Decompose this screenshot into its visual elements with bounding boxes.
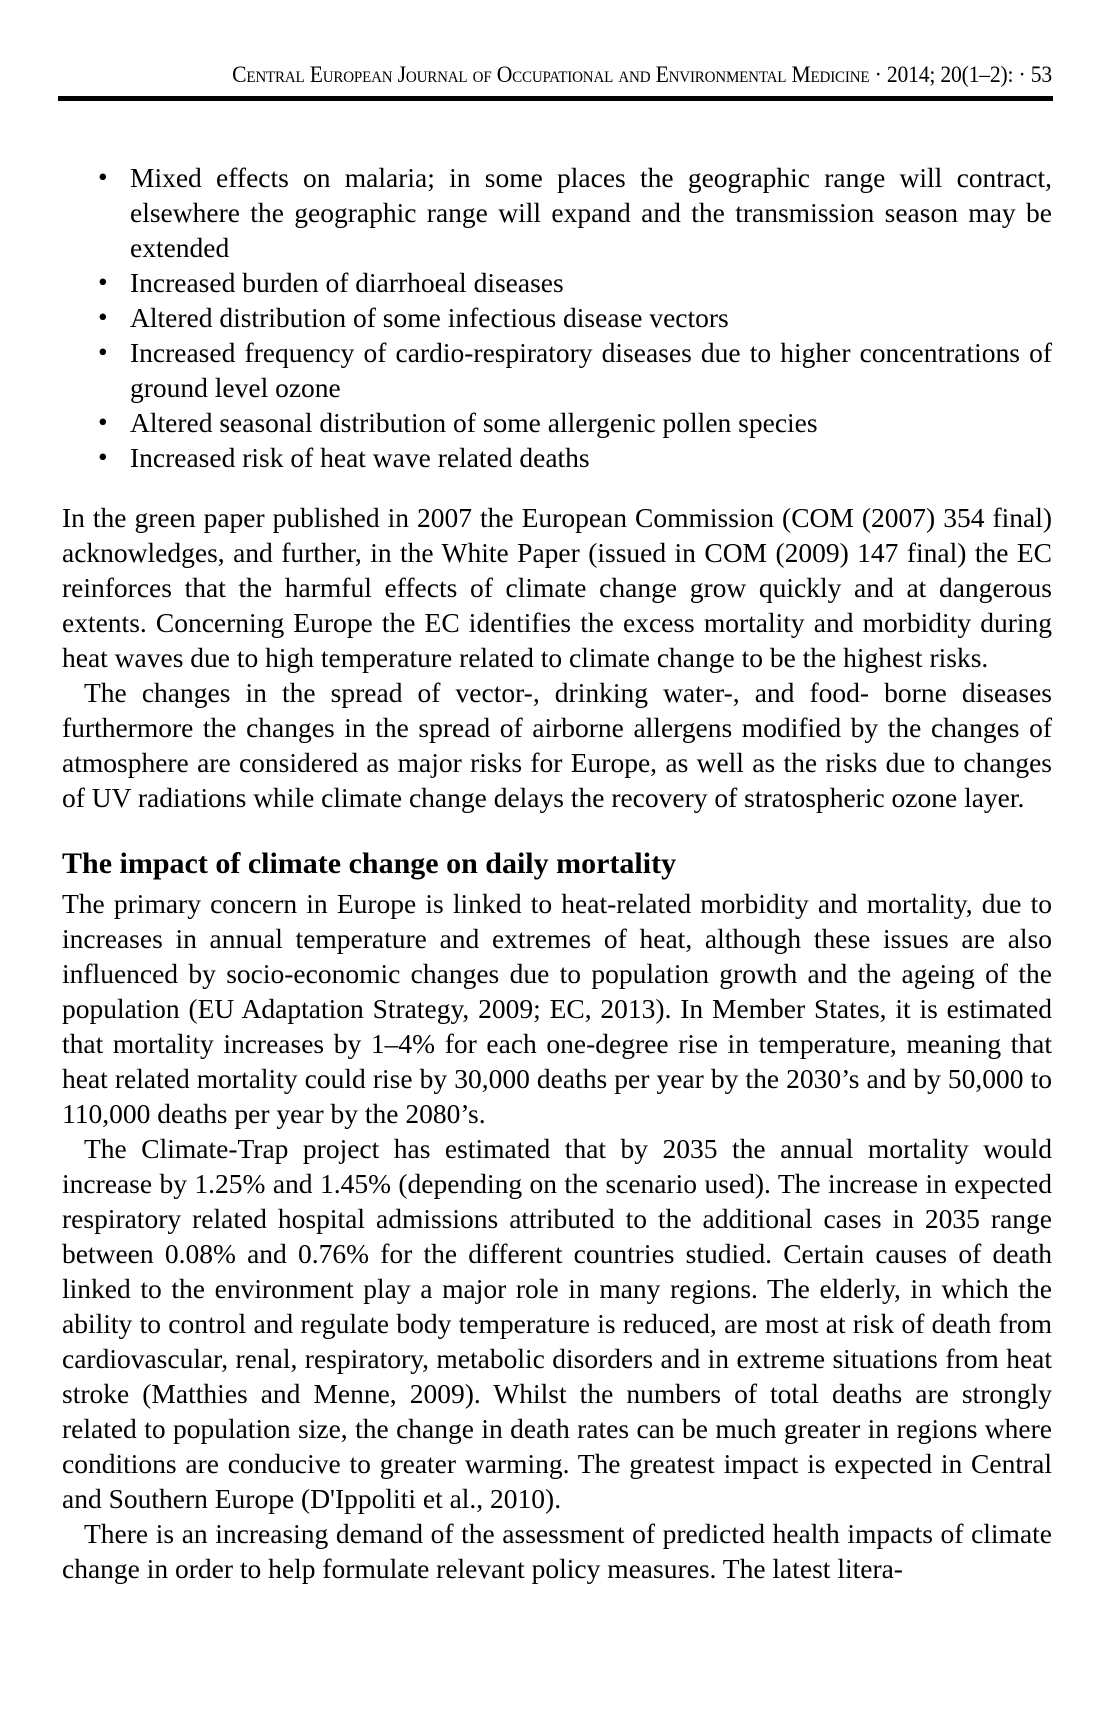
list-item (62, 265, 1052, 300)
health-impacts-list (62, 160, 1052, 475)
bullet-icon: • (98, 161, 108, 192)
paragraph-green-paper: In the green paper published in 2007 the European Commission (COM (2007) 354 final) acknowledges, and further, in the White Paper (issued in COM (2009) 147 final) the EC reinforces that the harmful effects of climate change grow quickly and at dangerous extents. Concerning Europe the EC identifies the excess mortality and morbidity during heat waves due to high temperature related to climate change to be the highest risks. (62, 502, 1052, 673)
journal-header-text: Central European Journal of Occupational and Environmental Medicine · 2014; 20(1–2): · 53 (232, 62, 1052, 87)
running-head (121, 62, 1052, 88)
paragraph-primary-concern: The primary concern in Europe is linked to heat-related morbidity and mortality, due to increases in annual temperature and extremes of heat, although these issues are also influenced by socio-economic changes due to population growth and the ageing of the population (EU Adaptation Strategy, 2009; EC, 2013). In Member States, it is estimated that mortality increases by 1–4% for each one-degree rise in temperature, meaning that heat related mortality could rise by 30,000 deaths per year by the 2030’s and by 50,000 to 110,000 deaths per year by the 2080’s. (62, 888, 1052, 1129)
list-item-text: Increased risk of heat wave related deaths (130, 442, 590, 473)
list-item-text: Increased burden of diarrhoeal diseases (130, 267, 564, 298)
list-item (62, 335, 1052, 405)
list-item (62, 405, 1052, 440)
list-item (62, 300, 1052, 335)
section-heading: The impact of climate change on daily mortality (62, 847, 677, 880)
paragraph-increasing-demand: There is an increasing demand of the assessment of predicted health impacts of climate change in order to help formulate relevant policy measures. The latest litera- (62, 1518, 1052, 1584)
list-item-text: Altered seasonal distribution of some allergenic pollen species (130, 407, 818, 438)
bullet-icon: • (98, 266, 108, 297)
paragraph-climate-trap: The Climate-Trap project has estimated that by 2035 the annual mortality would increase by 1.25% and 1.45% (depending on the scenario used). The increase in expected respiratory related hospital admissions attributed to the additional cases in 2035 range between 0.08% and 0.76% for the different countries studied. Certain causes of death linked to the environment play a major role in many regions. The elderly, in which the ability to control and regulate body temperature is reduced, are most at risk of death from cardiovascular, renal, respiratory, metabolic disorders and in extreme situations from heat stroke (Matthies and Menne, 2009). Whilst the numbers of total deaths are strongly related to population size, the change in death rates can be much greater in regions where conditions are conducive to greater warming. The greatest impact is expected in Central and Southern Europe (D'Ippoliti et al., 2010). (62, 1133, 1052, 1514)
list-item-text: Increased frequency of cardio-respiratory diseases due to higher concentrations of ground level ozone (130, 337, 1052, 403)
list-item-text: Mixed effects on malaria; in some places the geographic range will contract, elsewhere the geographic range will expand and the transmission season may be extended (130, 162, 1052, 263)
page-content (62, 160, 1052, 1586)
list-item (62, 440, 1052, 475)
bullet-icon: • (98, 301, 108, 332)
list-item (62, 160, 1052, 265)
bullet-icon: • (98, 441, 108, 472)
header-rule (58, 96, 1053, 101)
paragraph-vector-borne: The changes in the spread of vector-, drinking water-, and food- borne diseases furthermore the changes in the spread of airborne allergens modified by the changes of atmosphere are considered as major risks for Europe, as well as the risks due to changes of UV radiations while climate change delays the recovery of stratospheric ozone layer. (62, 677, 1052, 813)
bullet-icon: • (98, 406, 108, 437)
bullet-icon: • (98, 336, 108, 367)
list-item-text: Altered distribution of some infectious disease vectors (130, 302, 729, 333)
